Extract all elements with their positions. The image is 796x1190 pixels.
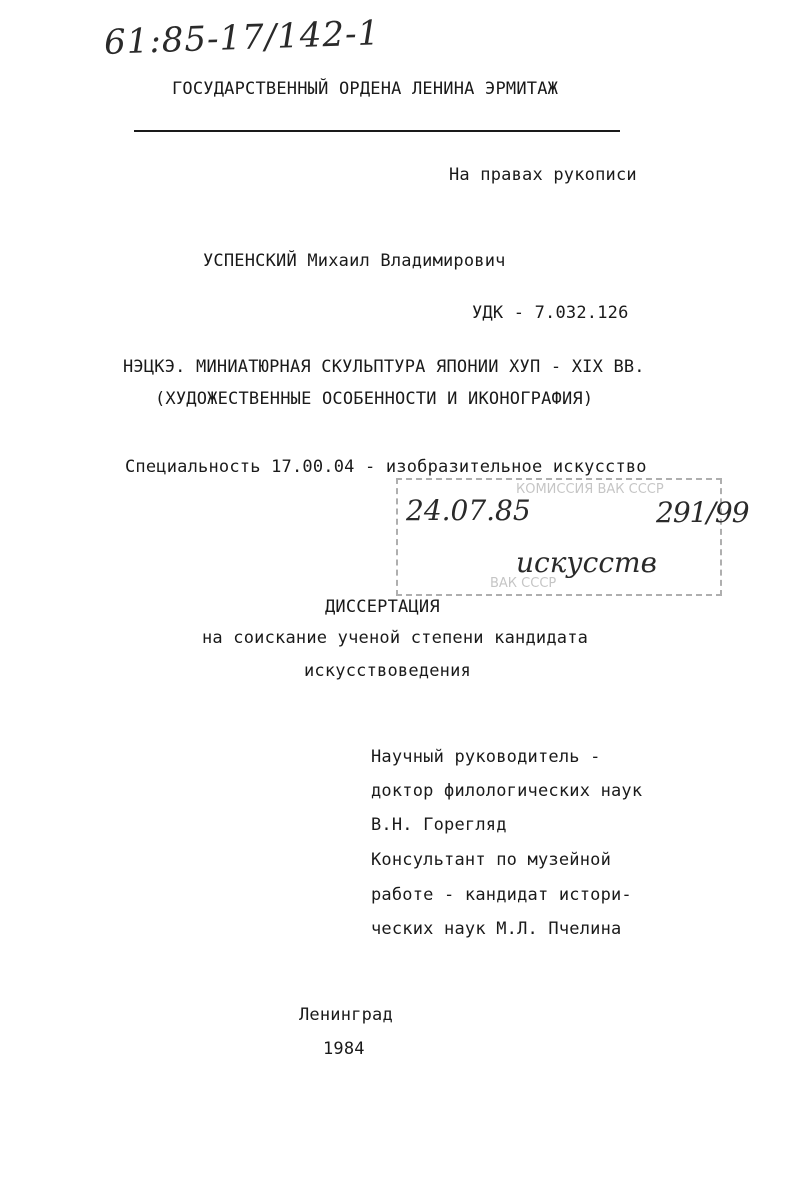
stamp-field: искусств [516, 546, 657, 579]
institution-name: ГОСУДАРСТВЕННЫЙ ОРДЕНА ЛЕНИНА ЭРМИТАЖ [172, 79, 559, 99]
supervisor-line: доктор филологических наук [371, 781, 643, 801]
stamp-date: 24.07.85 [406, 494, 531, 527]
city: Ленинград [299, 1005, 393, 1025]
supervisor-line: Научный руководитель - [371, 747, 601, 767]
specialty: Специальность 17.00.04 - изобразительное искусство [125, 457, 647, 477]
degree-line-2: искусствоведения [304, 661, 471, 681]
supervisor-line: ческих наук М.Л. Пчелина [371, 919, 622, 939]
supervisor-line: Консультант по музейной [371, 850, 612, 870]
year: 1984 [323, 1039, 365, 1059]
stamp-footer: ВАК СССР [490, 576, 557, 591]
supervisor-line: В.Н. Горегляд [371, 815, 507, 835]
supervisor-line: работе - кандидат истори- [371, 885, 632, 905]
header-divider [134, 130, 620, 132]
degree-line-1: на соискание ученой степени кандидата [202, 628, 589, 648]
stamp-number: 291/99 [656, 496, 749, 529]
udk-code: УДК - 7.032.126 [472, 303, 629, 323]
handwritten-archive-number: 61:85-17/142-1 [103, 13, 381, 63]
manuscript-note: На правах рукописи [449, 165, 637, 185]
stamp-header: КОМИССИЯ ВАК СССР [516, 482, 664, 497]
thesis-title-line-2: (ХУДОЖЕСТВЕННЫЕ ОСОБЕННОСТИ И ИКОНОГРАФИЯ) [155, 389, 594, 409]
thesis-title-line-1: НЭЦКЭ. МИНИАТЮРНАЯ СКУЛЬПТУРА ЯПОНИИ ХУП - XIX ВВ. [123, 357, 645, 377]
author-name: УСПЕНСКИЙ Михаил Владимирович [203, 251, 506, 271]
registration-stamp [396, 478, 749, 596]
document-type: ДИССЕРТАЦИЯ [325, 597, 440, 617]
